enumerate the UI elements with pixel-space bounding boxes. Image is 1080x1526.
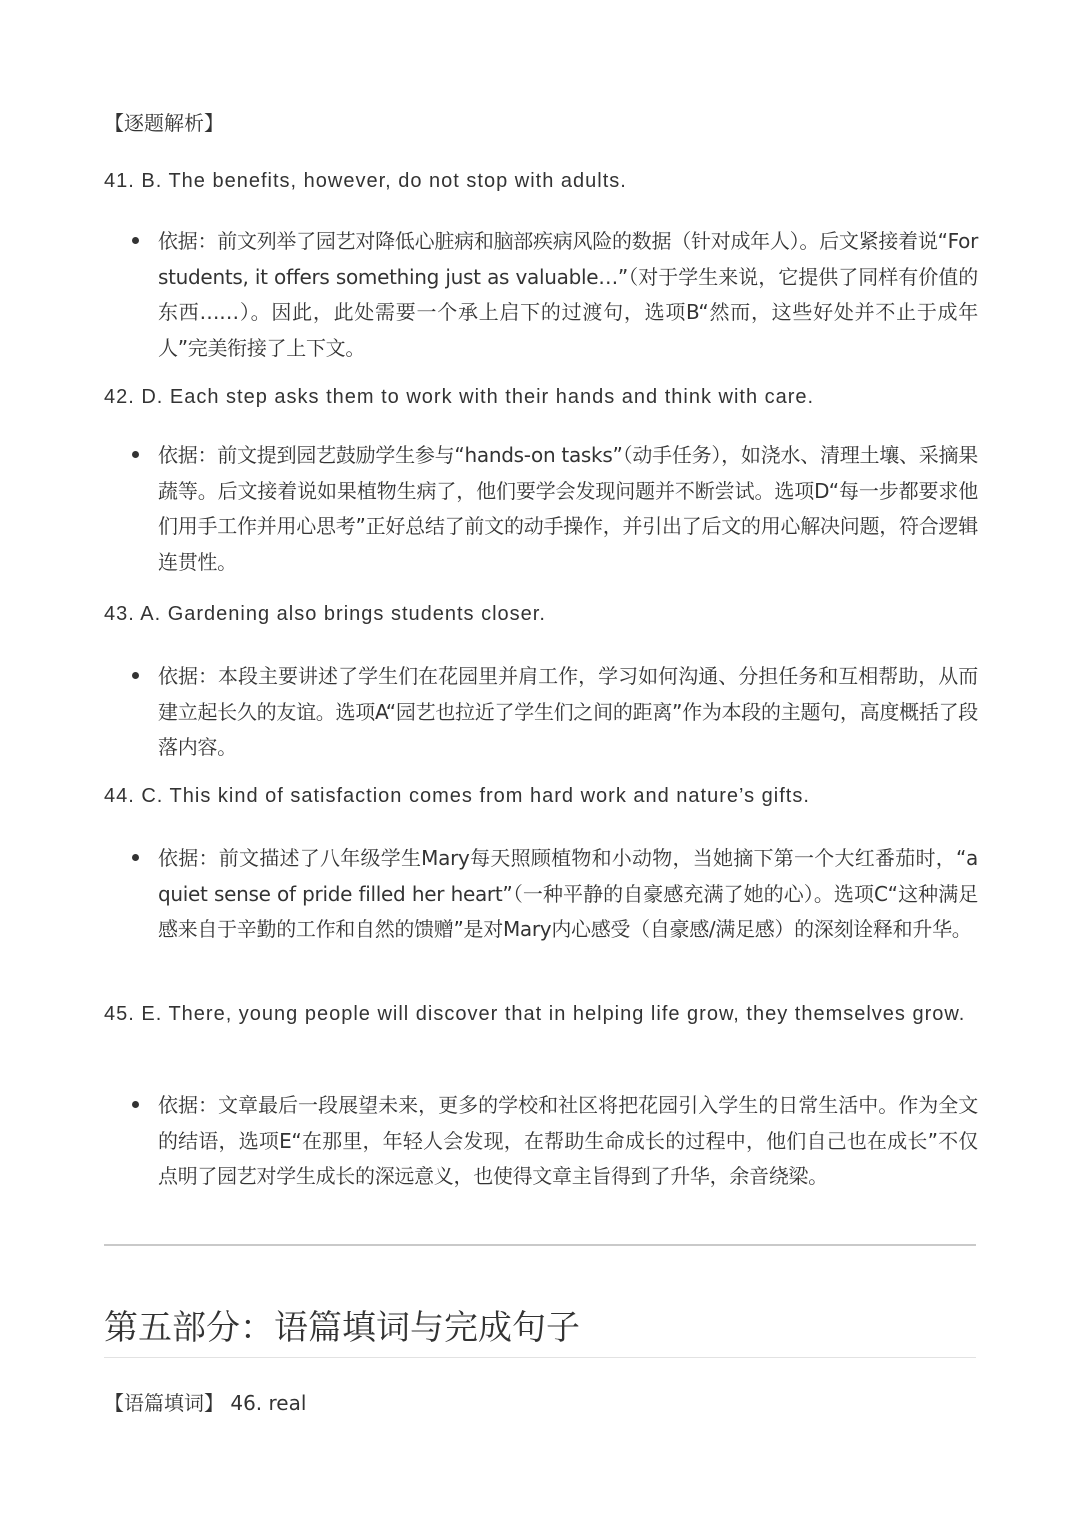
basis-45 xyxy=(128,1088,978,1195)
basis-44 xyxy=(128,841,978,948)
basis-41 xyxy=(128,224,978,366)
bullet-dot-icon xyxy=(132,672,139,679)
bullet-dot-icon xyxy=(132,1101,139,1108)
answer-42: 42. D. Each step asks them to work with their hands and think with care. xyxy=(104,386,815,408)
title-underline xyxy=(104,1357,976,1358)
fill-label: 【语篇填词】 xyxy=(104,1391,224,1415)
basis-45-text: 依据：文章最后一段展望未来，更多的学校和社区将把花园引入学生的日常生活中。作为全文的结语，选项E“在那里，年轻人会发现，在帮助生命成长的过程中，他们自己也在成长”不仅点明了园艺对学生成长的深远意义，也使得文章主旨得到了升华，余音绕梁。 xyxy=(158,1093,978,1188)
basis-41-text: 依据：前文列举了园艺对降低心脏病和脑部疾病风险的数据（针对成年人）。后文紧接着说“For students, it offers something just as valuable…”（对于学生来说，它提供了同样有价值的东西……）。因此，此处需要一个承上启下的过渡句，选项B“然而，这些好处并不止于成年人”完美衔接了上下文。 xyxy=(158,229,978,360)
answer-41: 41. B. The benefits, however, do not stop with adults. xyxy=(104,170,627,192)
section-label: 【逐题解析】 xyxy=(104,111,224,135)
basis-42 xyxy=(128,438,978,580)
answer-45: 45. E. There, young people will discover that in helping life grow, they themselves grow. xyxy=(104,1003,966,1025)
fill-answer-46: 46. real xyxy=(230,1391,307,1415)
section-divider xyxy=(104,1244,976,1246)
bullet-dot-icon xyxy=(132,237,139,244)
basis-43-text: 依据：本段主要讲述了学生们在花园里并肩工作，学习如何沟通、分担任务和互相帮助，从而建立起长久的友谊。选项A“园艺也拉近了学生们之间的距离”作为本段的主题句，高度概括了段落内容。 xyxy=(158,664,978,759)
fill-line xyxy=(104,1386,306,1420)
basis-44-text: 依据：前文描述了八年级学生Mary每天照顾植物和小动物，当她摘下第一个大红番茄时，“a quiet sense of pride filled her heart”（一种平静的自豪感充满了她的心）。选项C“这种满足感来自于辛勤的工作和自然的馈赠”是对Mary内心感受（自豪感/满足感）的深刻诠释和升华。 xyxy=(158,846,978,941)
basis-42-text: 依据：前文提到园艺鼓励学生参与“hands-on tasks”（动手任务），如浇水、清理土壤、采摘果蔬等。后文接着说如果植物生病了，他们要学会发现问题并不断尝试。选项D“每一步都要求他们用手工作并用心思考”正好总结了前文的动手操作，并引出了后文的用心解决问题，符合逻辑连贯性。 xyxy=(158,443,978,574)
bullet-dot-icon xyxy=(132,451,139,458)
answer-44: 44. C. This kind of satisfaction comes from hard work and nature’s gifts. xyxy=(104,785,810,807)
basis-43 xyxy=(128,659,978,766)
bullet-dot-icon xyxy=(132,854,139,861)
answer-43: 43. A. Gardening also brings students closer. xyxy=(104,603,546,625)
part-title: 第五部分：语篇填词与完成句子 xyxy=(104,1308,580,1348)
